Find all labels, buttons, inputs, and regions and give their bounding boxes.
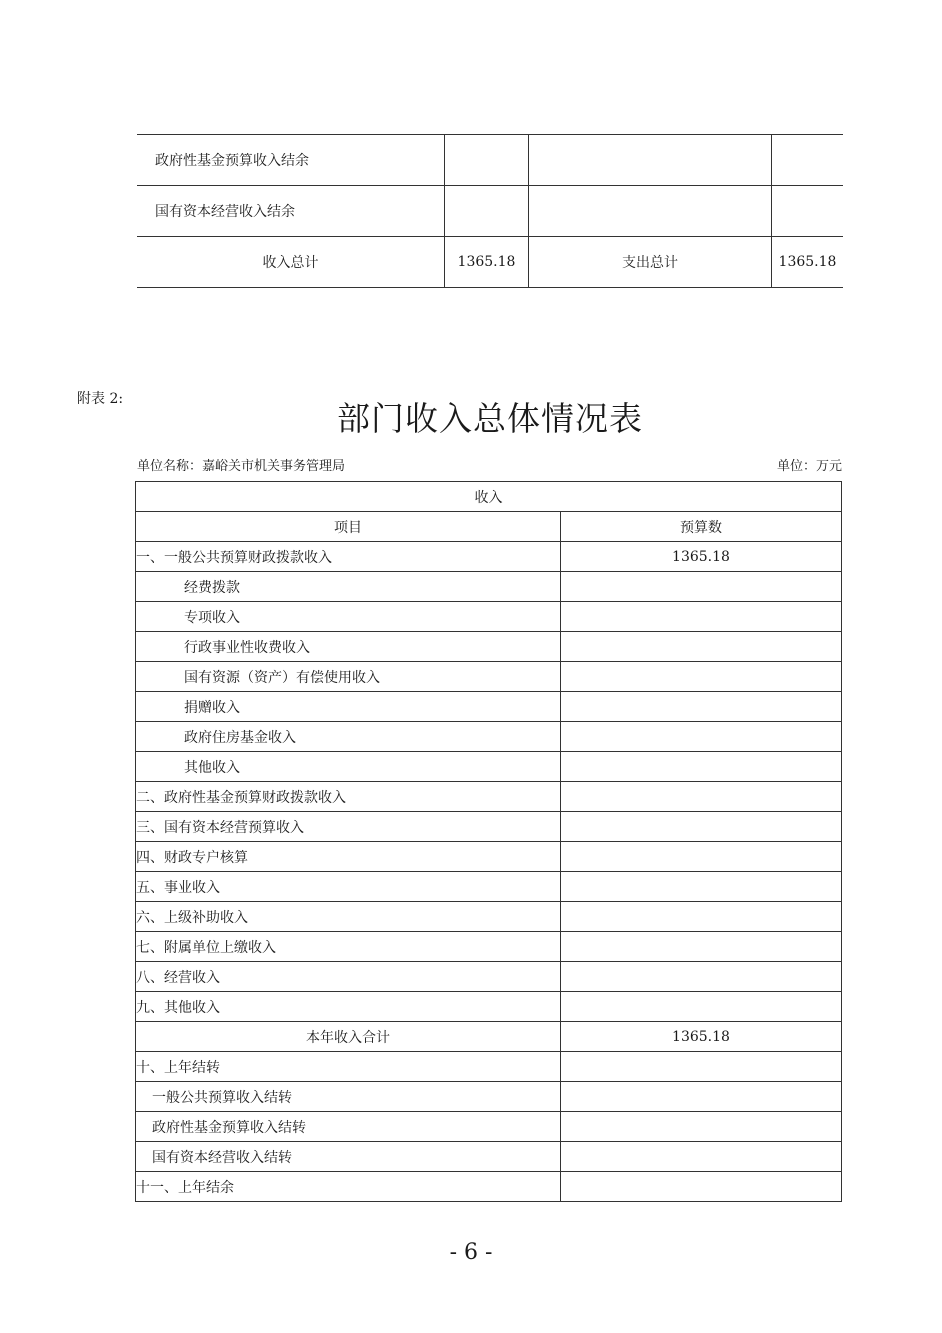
row-budget-value <box>561 992 842 1022</box>
row-item-label: 经费拨款 <box>136 572 561 602</box>
summary-row <box>137 135 843 186</box>
row-budget-value <box>561 1112 842 1142</box>
row-value <box>445 186 529 237</box>
row-item-label: 行政事业性收费收入 <box>136 632 561 662</box>
row-label-2 <box>529 186 772 237</box>
table-row <box>136 722 842 752</box>
row-budget-value <box>561 1082 842 1112</box>
row-value-2 <box>772 186 844 237</box>
unit-name: 单位名称：嘉峪关市机关事务管理局 <box>137 459 346 474</box>
row-item-label: 四、财政专户核算 <box>136 842 561 872</box>
row-label-2: 支出总计 <box>529 237 772 288</box>
row-budget-value <box>561 692 842 722</box>
row-value <box>445 135 529 186</box>
row-budget-value <box>561 1142 842 1172</box>
row-item-label: 十一、上年结余 <box>136 1172 561 1202</box>
table-row <box>136 572 842 602</box>
table-row <box>136 902 842 932</box>
row-item-label: 政府性基金预算收入结转 <box>136 1112 561 1142</box>
table-row <box>136 992 842 1022</box>
row-budget-value <box>561 1052 842 1082</box>
attachment-label: 附表 2: <box>77 391 124 407</box>
table-row <box>136 872 842 902</box>
row-item-label: 本年收入合计 <box>136 1022 561 1052</box>
summary-row <box>137 237 843 288</box>
row-budget-value <box>561 602 842 632</box>
row-item-label: 二、政府性基金预算财政拨款收入 <box>136 782 561 812</box>
row-value-2: 1365.18 <box>772 237 844 288</box>
row-item-label: 七、附属单位上缴收入 <box>136 932 561 962</box>
row-budget-value <box>561 662 842 692</box>
row-item-label: 其他收入 <box>136 752 561 782</box>
row-budget-value: 1365.18 <box>561 1022 842 1052</box>
table-row <box>136 692 842 722</box>
summary-row <box>137 186 843 237</box>
table-row <box>136 752 842 782</box>
row-item-label: 一、一般公共预算财政拨款收入 <box>136 542 561 572</box>
table-row <box>136 962 842 992</box>
column-header-budget: 预算数 <box>561 512 842 542</box>
column-header-item: 项目 <box>136 512 561 542</box>
row-budget-value: 1365.18 <box>561 542 842 572</box>
table-row <box>136 842 842 872</box>
row-budget-value <box>561 962 842 992</box>
row-item-label: 专项收入 <box>136 602 561 632</box>
row-budget-value <box>561 932 842 962</box>
table-row <box>136 542 842 572</box>
table-row <box>136 632 842 662</box>
row-budget-value <box>561 1172 842 1202</box>
page-number: - 6 - <box>449 1240 493 1265</box>
row-budget-value <box>561 752 842 782</box>
table-row <box>136 812 842 842</box>
table-row <box>136 662 842 692</box>
group-header-income: 收入 <box>136 482 842 512</box>
page-title: 部门收入总体情况表 <box>337 399 643 438</box>
row-item-label: 国有资源（资产）有偿使用收入 <box>136 662 561 692</box>
row-label: 政府性基金预算收入结余 <box>137 135 445 186</box>
row-label-2 <box>529 135 772 186</box>
table-row <box>136 1142 842 1172</box>
row-value: 1365.18 <box>445 237 529 288</box>
row-budget-value <box>561 902 842 932</box>
table-row <box>136 932 842 962</box>
table-row <box>136 1022 842 1052</box>
table-row <box>136 602 842 632</box>
row-label: 收入总计 <box>137 237 445 288</box>
row-item-label: 六、上级补助收入 <box>136 902 561 932</box>
row-value-2 <box>772 135 844 186</box>
table-row <box>136 1052 842 1082</box>
row-item-label: 捐赠收入 <box>136 692 561 722</box>
row-item-label: 八、经营收入 <box>136 962 561 992</box>
table-row <box>136 1082 842 1112</box>
row-item-label: 十、上年结转 <box>136 1052 561 1082</box>
row-item-label: 三、国有资本经营预算收入 <box>136 812 561 842</box>
row-budget-value <box>561 812 842 842</box>
table-row <box>136 782 842 812</box>
row-budget-value <box>561 632 842 662</box>
column-header-row <box>136 512 842 542</box>
row-budget-value <box>561 572 842 602</box>
row-budget-value <box>561 872 842 902</box>
table-row <box>136 1112 842 1142</box>
row-item-label: 政府住房基金收入 <box>136 722 561 752</box>
row-budget-value <box>561 722 842 752</box>
row-budget-value <box>561 782 842 812</box>
row-item-label: 国有资本经营收入结转 <box>136 1142 561 1172</box>
row-label: 国有资本经营收入结余 <box>137 186 445 237</box>
row-budget-value <box>561 842 842 872</box>
row-item-label: 九、其他收入 <box>136 992 561 1022</box>
row-item-label: 五、事业收入 <box>136 872 561 902</box>
income-overview-table <box>135 481 842 1202</box>
currency-unit: 单位：万元 <box>776 459 842 474</box>
group-header-row <box>136 482 842 512</box>
row-item-label: 一般公共预算收入结转 <box>136 1082 561 1112</box>
summary-table-continuation <box>137 134 843 288</box>
table-row <box>136 1172 842 1202</box>
